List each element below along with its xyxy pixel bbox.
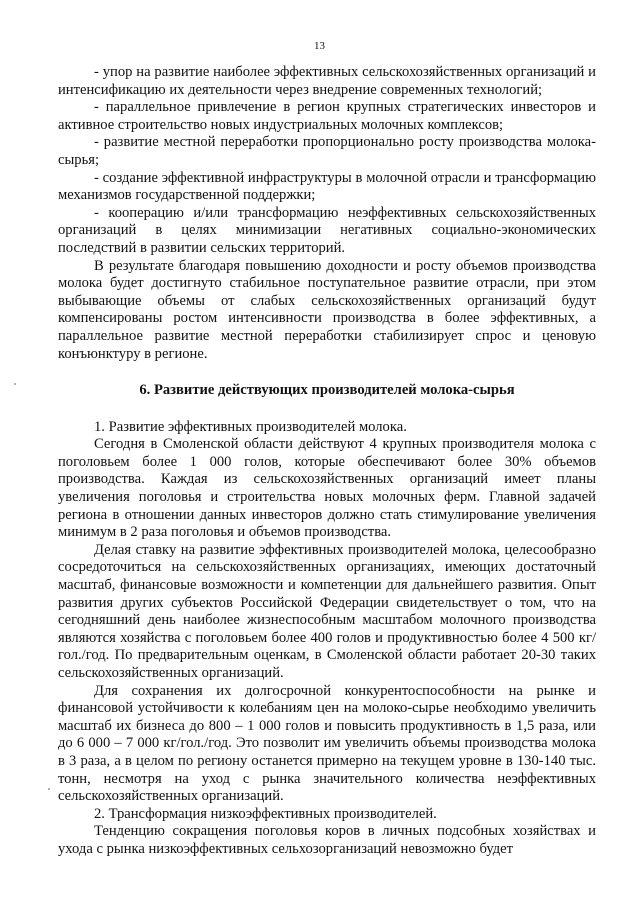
subheading-efficient-producers: 1. Развитие эффективных производителей молока. [94, 418, 407, 435]
page-number: 13 [314, 40, 325, 52]
list-item-local-processing: - развитие местной переработки пропорционально росту производства молока-сырья; [58, 134, 596, 168]
list-item-strategic-investors: - параллельное привлечение в регион крупных стратегических инвесторов и активное строительство новых индустриальных молочных комплексов; [58, 99, 596, 133]
subheading-transformation: 2. Трансформация низкоэффективных производителей. [94, 805, 437, 822]
list-item-infrastructure: - создание эффективной инфраструктуры в молочной отрасли и трансформацию механизмов государственной поддержки; [58, 169, 596, 204]
scan-speck [14, 383, 16, 385]
list-item-cooperation: - кооперацию и/или трансформацию неэффективных сельскохозяйственных организаций в целях минимизации негативных социально-экономических последствий в развитии сельских территорий. [58, 204, 596, 256]
paragraph-trend: Тенденцию сокращения поголовья коров в личных подсобных хозяйствах и ухода с рынка низкоэффективных сельхозорганизаций невозможно будет [58, 823, 596, 857]
paragraph-competitiveness: Для сохранения их долгосрочной конкурентоспособности на рынке и финансовой устойчивости к колебаниям цен на молоко-сырье необходимо увеличить масштаб их бизнеса до 800 – 1 000 голов и повысить продуктивность в 1,5 раза, или до 6 000 – 7 000 кг/гол./год. Это позволит им увеличить объемы производства молока в 3 раза, а в целом по региону останется примерно на текущем уровне в 130-140 тыс. тонн, несмотря на уход с рынка значительного количества неэффективных сельскохозяйственных организаций. [58, 682, 596, 805]
list-item-focus-efficient: - упор на развитие наиболее эффективных сельскохозяйственных организаций и интенсификацию их деятельности через внедрение современных технологий; [58, 64, 596, 98]
paragraph-result: В результате благодаря повышению доходности и росту объемов производства молока будет достигнуто стабильное поступательное развитие отрасли, при этом выбывающие объемы от слабых сельскохозяйственных организаций будут компенсированы ростом интенсивности производства в более эффективных, а параллельное развитие местной переработки стабилизирует спрос и ценовую конъюнктуру в регионе. [58, 257, 596, 362]
scan-speck [48, 788, 50, 790]
paragraph-focus-strategy: Делая ставку на развитие эффективных производителей молока, целесообразно сосредоточиться на сельскохозяйственных организациях, имеющих достаточный масштаб, финансовые возможности и компетенции для дальнейшего развития. Опыт развития других субъектов Российской Федерации свидетельствует о том, что на сегодняшний день наиболее жизнеспособным масштабом молочного производства являются хозяйства с поголовьем более 400 голов и продуктивностью более 4 500 кг/гол./год. По предварительным оценкам, в Смоленской области работает 20-30 таких сельскохозяйственных организаций. [58, 541, 596, 681]
paragraph-smolensk-producers: Сегодня в Смоленской области действуют 4 крупных производителя молока с поголовьем более 1 000 голов, которые обеспечивают более 30% объемов производства. Каждая из сельскохозяйственных организаций имеет планы увеличения поголовья и строительства новых молочных ферм. Главной задачей региона в отношении данных инвесторов должно стать стимулирование увеличения минимум в 2 раза поголовья и объемов производства. [58, 436, 596, 541]
document-body [58, 64, 596, 859]
section-heading: 6. Развитие действующих производителей молока-сырья [139, 382, 515, 399]
